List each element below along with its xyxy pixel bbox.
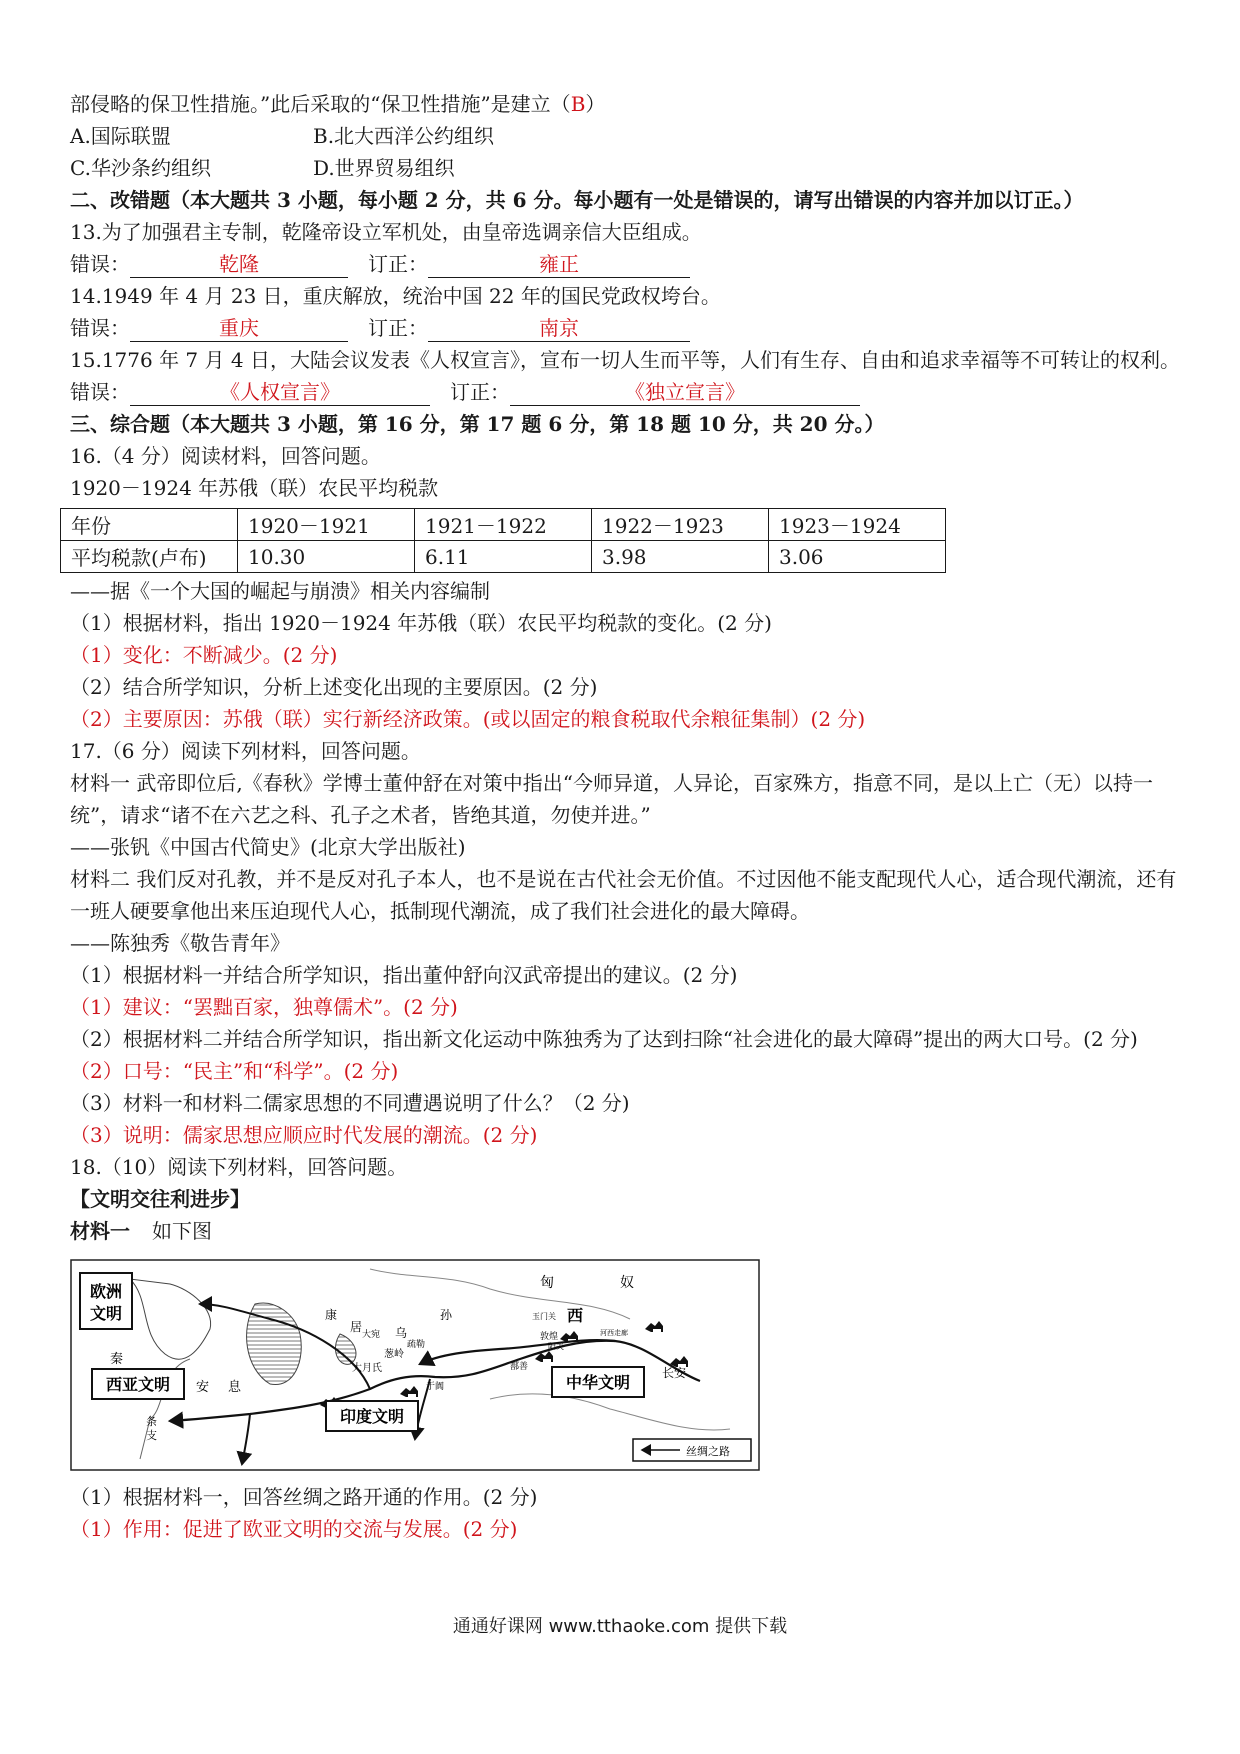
q12-options-row2 xyxy=(70,152,1180,184)
svg-text:支: 支 xyxy=(146,1429,157,1442)
q15-error: 《人权宣言》 xyxy=(130,379,430,406)
svg-text:安: 安 xyxy=(196,1380,210,1395)
svg-text:息: 息 xyxy=(228,1380,242,1395)
q17-stem: 17.（6 分）阅读下列材料，回答问题。 xyxy=(70,739,421,763)
svg-text:康: 康 xyxy=(325,1308,338,1322)
q16-ans2: （2）主要原因：苏俄（联）实行新经济政策。(或以固定的粮食税取代余粮征集制）(2 分) xyxy=(70,707,866,731)
svg-text:秦: 秦 xyxy=(110,1352,124,1367)
tax-table xyxy=(60,508,946,573)
table-row xyxy=(61,509,946,541)
table-cell: 平均税款(卢布) xyxy=(61,541,238,573)
option-a: A.国际联盟 xyxy=(70,124,171,148)
q17-ans1: （1）建议：“罢黜百家，独尊儒术”。(2 分) xyxy=(70,995,458,1019)
q16-ans1: （1）变化：不断减少。(2 分) xyxy=(70,643,338,667)
svg-text:文明: 文明 xyxy=(89,1304,123,1323)
q14-stem: 14.1949 年 4 月 23 日，重庆解放，统治中国 22 年的国民党政权垮台。 xyxy=(70,284,721,308)
label-europe: 欧洲 xyxy=(89,1282,123,1301)
table-cell: 3.06 xyxy=(769,541,946,573)
q14-answer-line: 错误： 重庆 订正： 南京 xyxy=(70,312,1180,344)
svg-text:大宛: 大宛 xyxy=(362,1330,381,1340)
q15-stem: 15.1776 年 7 月 4 日，大陆会议发表《人权宣言》，宣布一切人生而平等，人们有生存、自由和追求幸福等不可转让的权利。 xyxy=(70,348,1180,372)
option-b: B.北大西洋公约组织 xyxy=(313,124,495,148)
section2-heading: 二、改错题（本大题共 3 小题，每小题 2 分，共 6 分。每小题有一处是错误的，请写出错误的内容并加以订正。） xyxy=(70,188,1084,212)
svg-text:玉门关: 玉门关 xyxy=(532,1312,556,1321)
table-row xyxy=(61,541,946,573)
table-cell: 1921－1922 xyxy=(415,509,592,541)
q13-stem: 13.为了加强君主专制，乾隆帝设立军机处，由皇帝选调亲信大臣组成。 xyxy=(70,220,702,244)
q16-sub2: （2）结合所学知识，分析上述变化出现的主要原因。(2 分) xyxy=(70,675,598,699)
svg-text:乌: 乌 xyxy=(395,1326,408,1340)
q14-error: 重庆 xyxy=(130,315,348,342)
silk-road-map xyxy=(70,1259,760,1471)
svg-text:鄯善: 鄯善 xyxy=(510,1362,529,1372)
q13-error: 乾隆 xyxy=(130,251,348,278)
q18-theme: 【文明交往利进步】 xyxy=(70,1187,250,1211)
q17-material1-source: ——张钒《中国古代简史》(北京大学出版社) xyxy=(70,835,466,859)
q17-sub3: （3）材料一和材料二儒家思想的不同遭遇说明了什么？（2 分) xyxy=(70,1091,630,1115)
q17-material2: 材料二 我们反对孔教，并不是反对孔子本人，也不是说在古代社会无价值。不过因他不能支配现代人心，适合现代潮流，还有一班人硬要拿他出来压迫现代人心，抵制现代潮流，成了我们社会进化的最大障碍。 xyxy=(70,867,1177,923)
q16-table-title: 1920－1924 年苏俄（联）农民平均税款 xyxy=(70,476,439,500)
q18-ans1: （1）作用：促进了欧亚文明的交流与发展。(2 分) xyxy=(70,1517,518,1541)
q16-sub1: （1）根据材料，指出 1920－1924 年苏俄（联）农民平均税款的变化。(2 分) xyxy=(70,611,772,635)
svg-text:居: 居 xyxy=(350,1320,363,1334)
q18-material1-line: 材料一 如下图 xyxy=(70,1219,212,1243)
q17-material2-source: ——陈独秀《敬告青年》 xyxy=(70,931,290,955)
svg-text:条: 条 xyxy=(146,1415,157,1428)
q16-stem: 16.（4 分）阅读材料，回答问题。 xyxy=(70,444,381,468)
q17-ans2: （2）口号：“民主”和“科学”。(2 分) xyxy=(70,1059,399,1083)
q14-fix: 南京 xyxy=(428,315,690,342)
table-cell: 10.30 xyxy=(238,541,415,573)
svg-text:河西走廊: 河西走廊 xyxy=(600,1329,628,1337)
q12-stem: 部侵略的保卫性措施。”此后采取的“保卫性措施”是建立（B） xyxy=(70,92,606,116)
q17-material1: 材料一 武帝即位后,《春秋》学博士董仲舒在对策中指出“今师异道，人异论，百家殊方，指意不同，是以上亡（无）以持一统”，请求“诸不在六艺之科、孔子之术者，皆绝其道，勿使并进。” xyxy=(70,771,1153,827)
q17-sub2: （2）根据材料二并结合所学知识，指出新文化运动中陈独秀为了达到扫除“社会进化的最大障碍”提出的两大口号。(2 分) xyxy=(70,1027,1138,1051)
q13-answer-line: 错误： 乾隆 订正： 雍正 xyxy=(70,248,1180,280)
q18-stem: 18.（10）阅读下列材料，回答问题。 xyxy=(70,1155,408,1179)
svg-text:于阗: 于阗 xyxy=(426,1382,445,1392)
option-d: D.世界贸易组织 xyxy=(313,156,455,180)
svg-text:西: 西 xyxy=(567,1306,584,1325)
q15-answer-line: 错误： 《人权宣言》 订正： 《独立宣言》 xyxy=(70,376,1180,408)
table-cell: 3.98 xyxy=(592,541,769,573)
q12-options-row1 xyxy=(70,120,1180,152)
label-india: 印度文明 xyxy=(339,1407,405,1426)
svg-text:大月氏: 大月氏 xyxy=(352,1363,382,1374)
label-west-asia: 西亚文明 xyxy=(105,1375,171,1394)
svg-text:长安: 长安 xyxy=(662,1366,687,1380)
table-cell: 1923－1924 xyxy=(769,509,946,541)
label-china: 中华文明 xyxy=(565,1373,631,1392)
svg-text:孙: 孙 xyxy=(440,1308,453,1322)
section3-heading: 三、综合题（本大题共 3 小题，第 16 分，第 17 题 6 分，第 18 题 10 分，共 20 分。） xyxy=(70,412,885,436)
q17-ans3: （3）说明：儒家思想应顺应时代发展的潮流。(2 分) xyxy=(70,1123,538,1147)
svg-text:阳关: 阳关 xyxy=(548,1342,564,1351)
svg-text:葱岭: 葱岭 xyxy=(384,1349,404,1360)
svg-text:匈: 匈 xyxy=(540,1275,554,1291)
q16-source: ——据《一个大国的崛起与崩溃》相关内容编制 xyxy=(70,579,490,603)
q15-fix: 《独立宣言》 xyxy=(510,379,860,406)
q18-sub1: （1）根据材料一，回答丝绸之路开通的作用。(2 分) xyxy=(70,1485,538,1509)
table-cell: 1920－1921 xyxy=(238,509,415,541)
option-c: C.华沙条约组织 xyxy=(70,156,211,180)
svg-text:敦煌: 敦煌 xyxy=(540,1332,559,1342)
svg-text:奴: 奴 xyxy=(620,1275,634,1291)
table-cell: 1922－1923 xyxy=(592,509,769,541)
q13-fix: 雍正 xyxy=(428,251,690,278)
svg-text:疏勒: 疏勒 xyxy=(407,1340,426,1350)
table-cell: 年份 xyxy=(61,509,238,541)
map-legend: 丝绸之路 xyxy=(686,1445,730,1458)
q12-answer: B xyxy=(570,92,586,116)
q17-sub1: （1）根据材料一并结合所学知识，指出董仲舒向汉武帝提出的建议。(2 分) xyxy=(70,963,738,987)
exam-page xyxy=(70,88,1180,1545)
table-cell: 6.11 xyxy=(415,541,592,573)
page-footer: 通通好课网 www.tthaoke.com 提供下载 xyxy=(452,1616,788,1637)
